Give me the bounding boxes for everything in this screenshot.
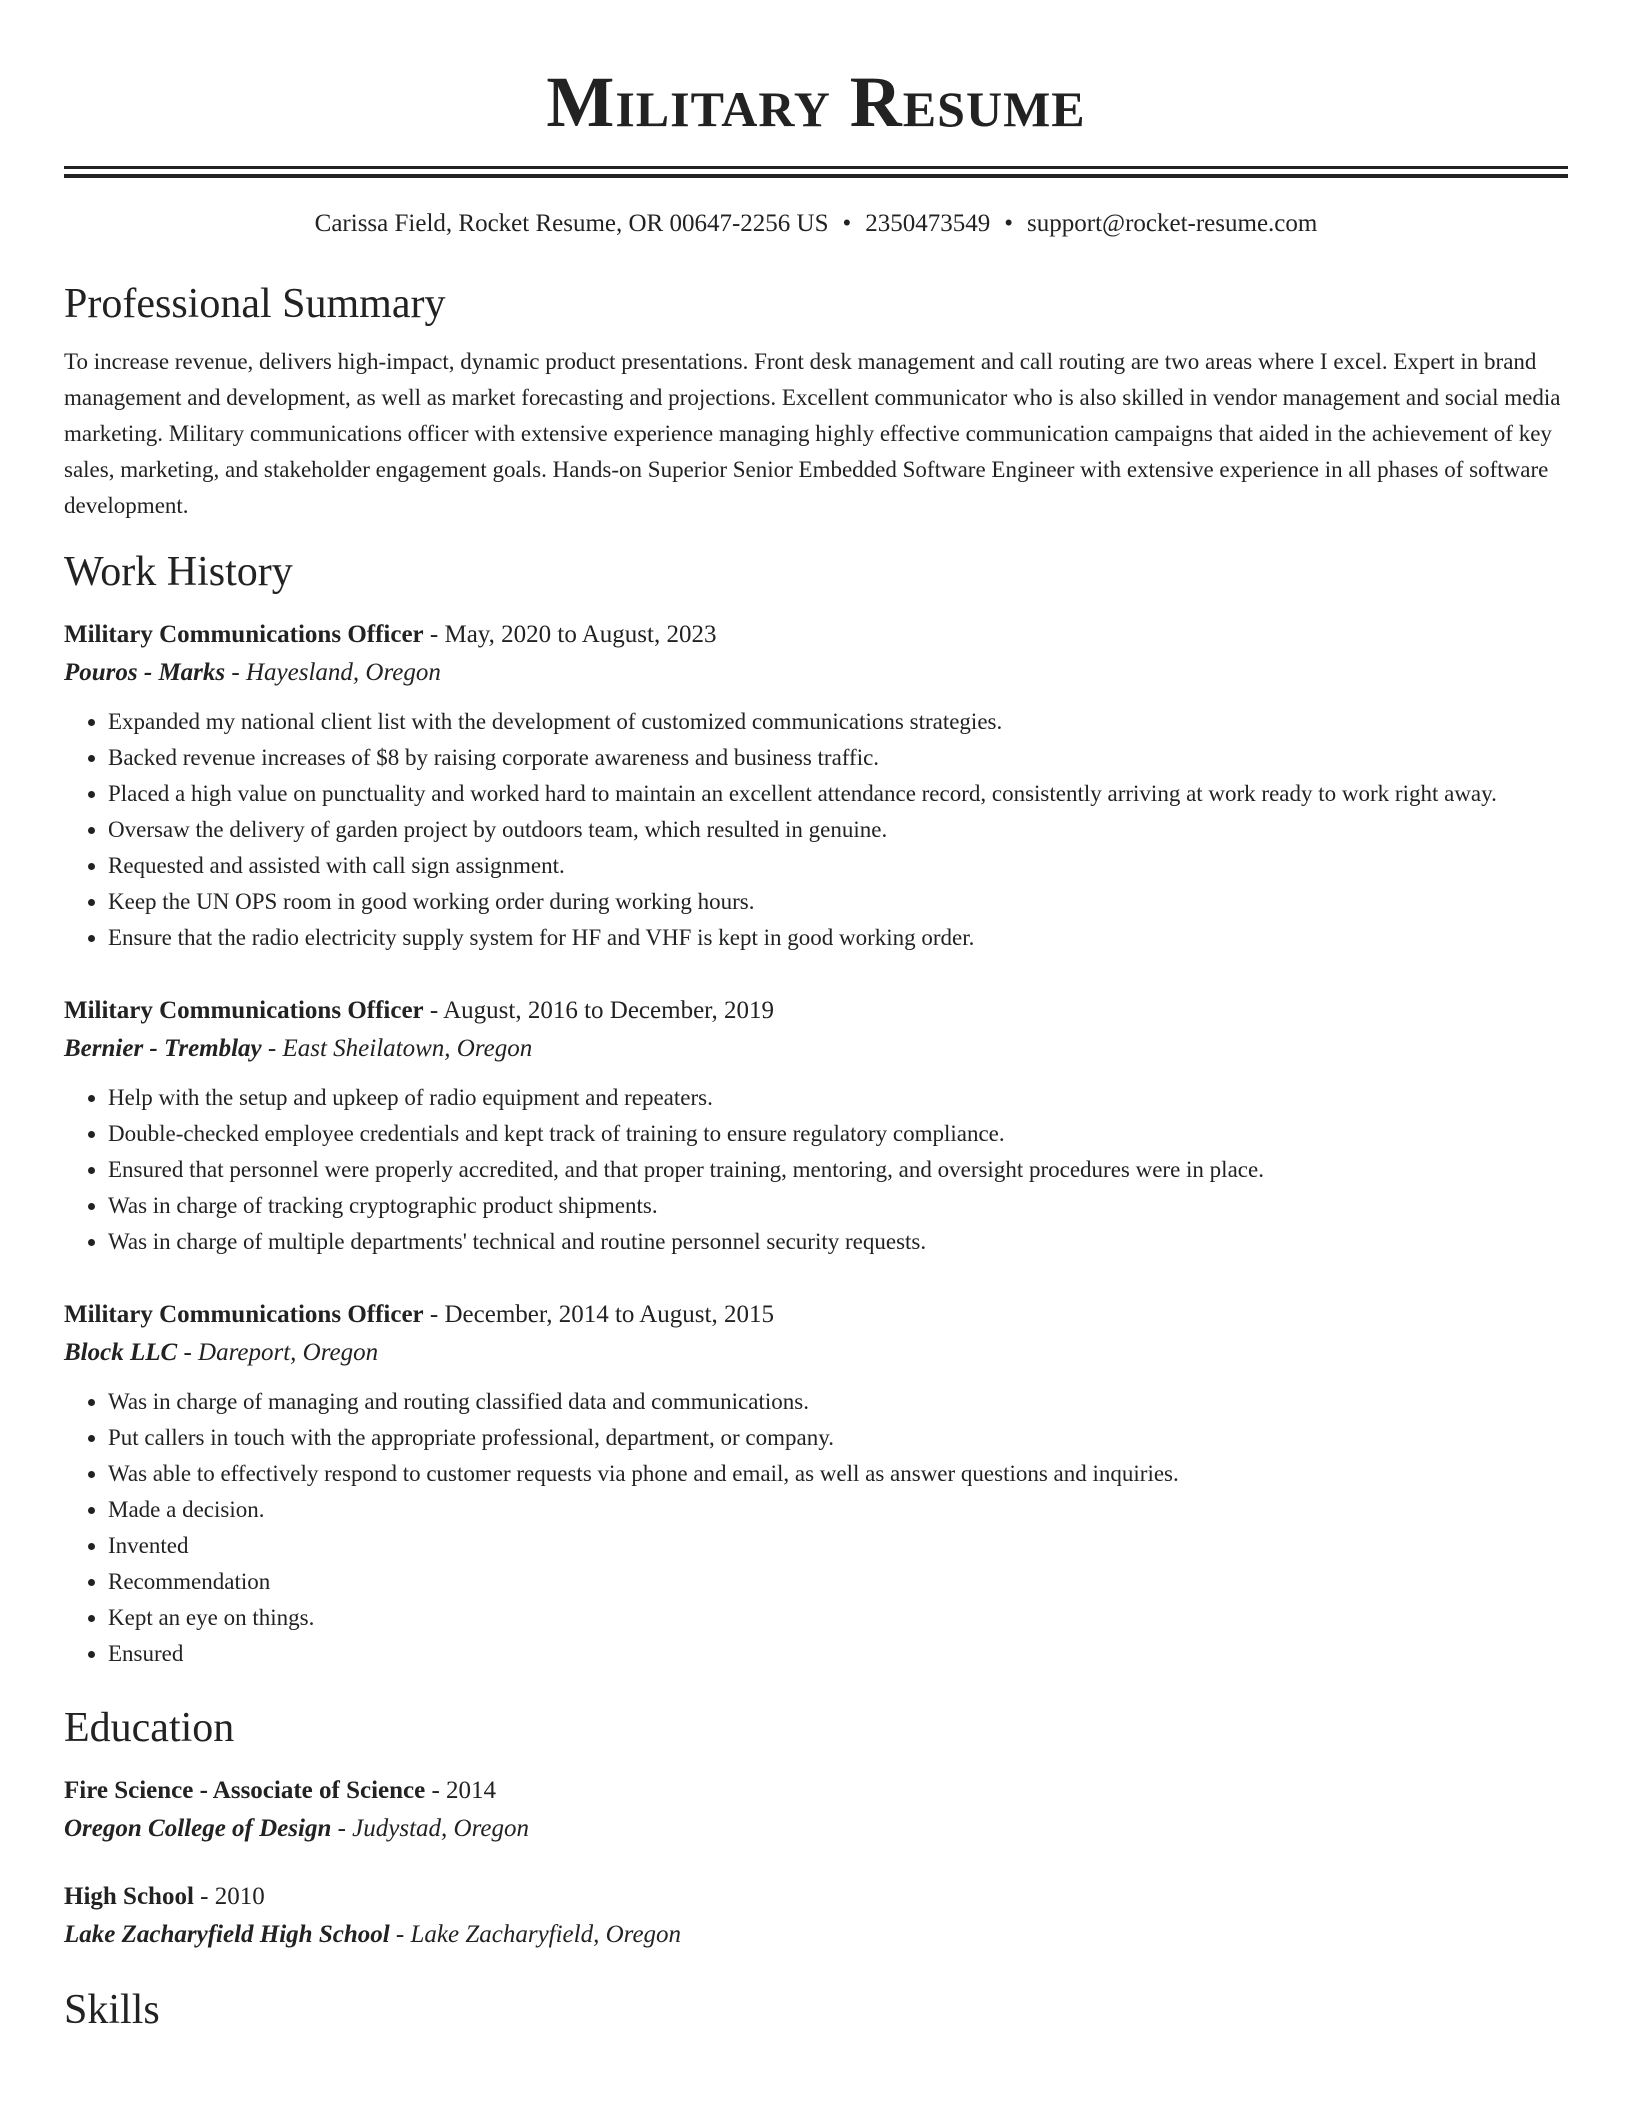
job-title: Military Communications Officer [64,997,424,1024]
skills-heading: Skills [64,1987,160,2033]
job-company: Bernier - Tremblay [64,1035,262,1062]
job-location: - Dareport, Oregon [177,1339,379,1366]
list-item: • Was able to effectively respond to customer requests via phone and email, as well as answer questions and inquiries. [108,1456,1568,1492]
contact-phone: 2350473549 [865,210,991,237]
job-bullets [64,1080,1568,1260]
education-entry [64,1772,1568,1848]
list-item: • Put callers in touch with the appropriate professional, department, or company. [108,1420,1568,1456]
contact-separator: • [842,210,852,237]
resume-title: Military Resume [546,62,1086,142]
job-company: Pouros - Marks [64,659,226,686]
list-item: • Ensured [108,1636,1568,1672]
job-title: Military Communications Officer [64,1301,424,1328]
list-item: • Oversaw the delivery of garden project by outdoors team, which resulted in genuine. [108,812,1568,848]
list-item: • Help with the setup and upkeep of radio equipment and repeaters. [108,1080,1568,1116]
school-name: Lake Zacharyfield High School [64,1921,390,1948]
school-location: - Lake Zacharyfield, Oregon [389,1921,682,1948]
contact-line [64,206,1568,242]
list-item: • Double-checked employee credentials and kept track of training to ensure regulatory compliance. [108,1116,1568,1152]
list-item: • Invented [108,1528,1568,1564]
list-item: • Backed revenue increases of $8 by raising corporate awareness and business traffic. [108,740,1568,776]
degree: Fire Science - Associate of Science [64,1777,426,1804]
job-company-line [64,1334,1568,1372]
summary-heading: Professional Summary [64,281,446,327]
list-item: • Was in charge of tracking cryptographic product shipments. [108,1188,1568,1224]
school-line [64,1810,1568,1848]
list-item: • Was in charge of multiple departments' technical and routine personnel security requests. [108,1224,1568,1260]
resume-page [64,0,1568,2038]
job-entry [64,992,1568,1260]
list-item: • Made a decision. [108,1492,1568,1528]
degree-year: - 2010 [193,1883,265,1910]
contact-separator: • [1004,210,1014,237]
list-item: • Keep the UN OPS room in good working order during working hours. [108,884,1568,920]
degree-year: - 2014 [425,1777,497,1804]
job-title-line [64,616,1568,654]
degree-line [64,1772,1568,1810]
school-line [64,1916,1568,1954]
list-item: • Kept an eye on things. [108,1600,1568,1636]
job-bullets [64,704,1568,956]
job-dates: - May, 2020 to August, 2023 [423,621,717,648]
job-bullets [64,1384,1568,1672]
degree-line [64,1878,1568,1916]
job-title-line [64,992,1568,1030]
list-item: • Placed a high value on punctuality and worked hard to maintain an excellent attendance record, consistently arriving at work ready to work right away. [108,776,1568,812]
school-name: Oregon College of Design [64,1815,332,1842]
job-company-line [64,654,1568,692]
job-title-line [64,1296,1568,1334]
degree: High School [64,1883,194,1910]
list-item: • Was in charge of managing and routing classified data and communications. [108,1384,1568,1420]
school-location: - Judystad, Oregon [331,1815,530,1842]
list-item: • Ensure that the radio electricity supply system for HF and VHF is kept in good working order. [108,920,1568,956]
job-location: - East Sheilatown, Oregon [261,1035,533,1062]
job-company-line [64,1030,1568,1068]
job-dates: - December, 2014 to August, 2015 [423,1301,774,1328]
summary-text: To increase revenue, delivers high-impact, dynamic product presentations. Front desk management and call routing are two areas where I excel. Expert in brand management and development, as well as market forecasting and projections. Excellent communicator who is also skilled in vendor management and social media marketing. Military communications officer with extensive experience managing highly effective communication campaigns that aided in the achievement of key sales, marketing, and stakeholder engagement goals. Hands-on Superior Senior Embedded Software Engineer with extensive experience in all phases of software development. [64,349,1561,518]
work-history-heading: Work History [64,549,293,595]
job-company: Block LLC [64,1339,178,1366]
job-dates: - August, 2016 to December, 2019 [423,997,774,1024]
education-entry [64,1878,1568,1954]
job-entry [64,616,1568,956]
contact-email: support@rocket-resume.com [1027,210,1318,237]
list-item: • Expanded my national client list with the development of customized communications strategies. [108,704,1568,740]
list-item: • Recommendation [108,1564,1568,1600]
contact-address: Carissa Field, Rocket Resume, OR 00647-2256 US [314,210,829,237]
job-location: - Hayesland, Oregon [225,659,441,686]
education-heading: Education [64,1705,235,1751]
title-divider [64,166,1568,178]
job-title: Military Communications Officer [64,621,424,648]
job-entry [64,1296,1568,1672]
list-item: • Requested and assisted with call sign assignment. [108,848,1568,884]
list-item: • Ensured that personnel were properly accredited, and that proper training, mentoring, and oversight procedures were in place. [108,1152,1568,1188]
